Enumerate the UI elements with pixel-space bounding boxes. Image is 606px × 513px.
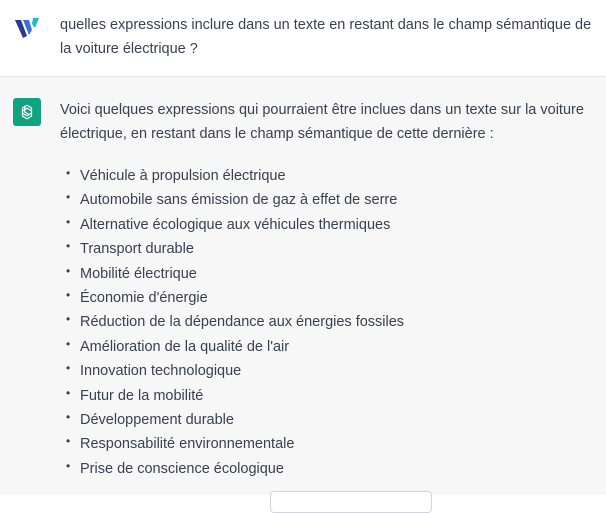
list-item: • Alternative écologique aux véhicules thermiques xyxy=(66,214,391,233)
user-message-text: quelles expressions inclure dans un texte en restant dans le champ sémantique de la voiture électrique ? xyxy=(60,17,592,57)
list-item: • Amélioration de la qualité de l'air xyxy=(66,336,290,355)
bullet-icon: • xyxy=(66,190,71,205)
bullet-icon: • xyxy=(66,214,71,229)
regenerate-button-partial[interactable] xyxy=(270,491,432,513)
assistant-message xyxy=(0,77,606,495)
assistant-intro-text: Voici quelques expressions qui pourraient être inclues dans un texte sur la voiture électrique, en restant dans le champ sémantique de cette dernière : xyxy=(60,102,584,142)
bullet-icon: • xyxy=(66,361,71,376)
bullet-icon: • xyxy=(66,434,71,449)
bullet-icon: • xyxy=(66,239,71,254)
list-item: • Futur de la mobilité xyxy=(66,385,204,404)
bullet-icon: • xyxy=(66,385,71,400)
bullet-icon: • xyxy=(66,336,71,351)
list-item: • Réduction de la dépendance aux énergies fossiles xyxy=(66,312,405,331)
chatgpt-logo-icon xyxy=(13,98,41,126)
bullet-icon: • xyxy=(66,287,71,302)
list-item: • Économie d'énergie xyxy=(66,287,208,306)
bullet-icon: • xyxy=(66,312,71,327)
list-item: • Transport durable xyxy=(66,239,194,258)
bullet-icon: • xyxy=(66,409,71,424)
bullet-icon: • xyxy=(66,166,71,180)
list-item: • Prise de conscience écologique xyxy=(66,458,284,477)
user-message xyxy=(0,0,606,77)
list-item: • Développement durable xyxy=(66,409,234,428)
list-item: • Automobile sans émission de gaz à effet de serre xyxy=(66,190,398,209)
list-item: • Véhicule à propulsion électrique xyxy=(66,166,286,184)
user-logo-icon xyxy=(13,14,41,42)
expression-list xyxy=(60,164,404,481)
list-item: • Mobilité électrique xyxy=(66,263,197,282)
list-item: • Responsabilité environnementale xyxy=(66,434,295,453)
bullet-icon: • xyxy=(66,458,71,473)
list-item: • Innovation technologique xyxy=(66,361,242,380)
bullet-icon: • xyxy=(66,263,71,278)
